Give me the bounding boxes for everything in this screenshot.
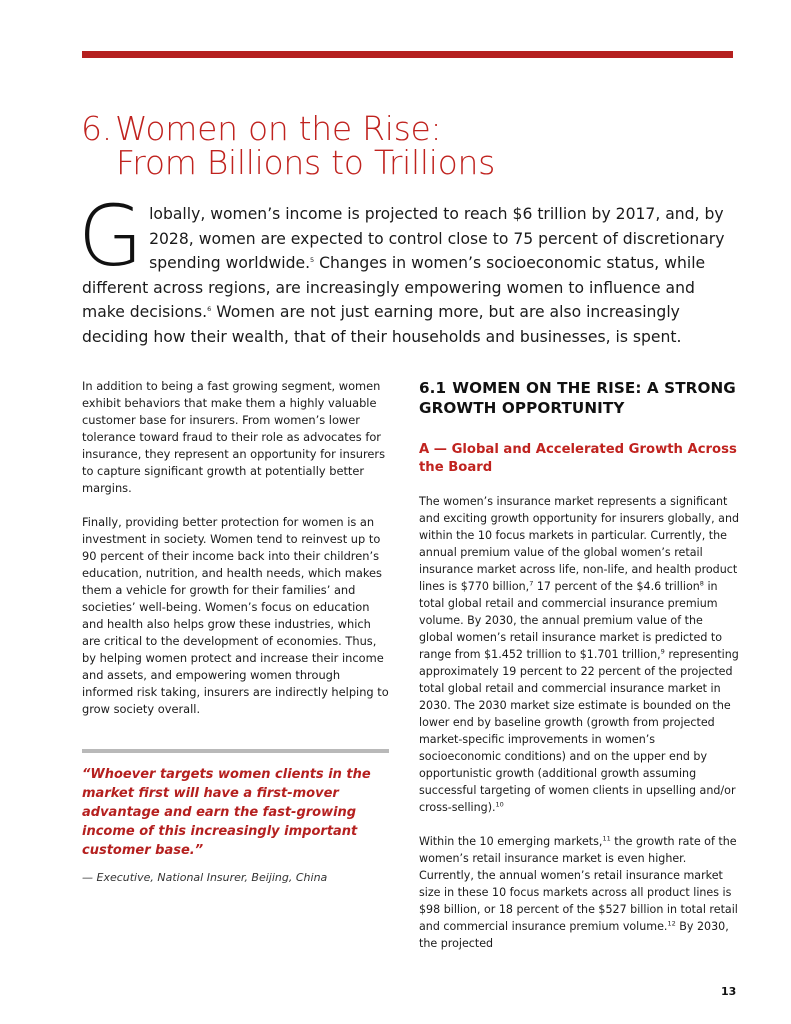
footnote-ref: 12 [667, 919, 676, 928]
footnote-ref: 11 [602, 834, 611, 843]
intro-text: lobally, women’s income is projected to reach $6 trillion by 2017, and, by 2028, women are expected to control close to 75 percent of discretionary spending worldwide. [149, 205, 725, 272]
drop-cap: G [78, 187, 144, 285]
section-title: WOMEN ON THE RISE: A STRONG GROWTH OPPORTUNITY [419, 379, 736, 417]
footnote-ref: 5 [310, 255, 315, 264]
left-paragraph: Finally, providing better protection for women is an investment in society. Women tend to reinvest up to 90 percent of their income back into their children’s education, nutrition, and health needs, which makes them a vehicle for growth for their families’ and societies’ well-being. Women’s focus on education and health also helps grow these industries, which are critical to the development of economies. Thus, by helping women protect and increase their income and assets, and empowering women through informed risk taking, insurers are indirectly helping to grow society overall. [82, 515, 389, 716]
chapter-title-line1: Women on the Rise: [115, 109, 442, 148]
chapter-title [81, 109, 731, 182]
body-text: By 2030, the projected [419, 920, 729, 950]
footnote-ref: 6 [207, 304, 212, 313]
body-text: Within the 10 emerging markets, [419, 835, 603, 848]
page-number: 13 [721, 985, 737, 998]
chapter-title-line2: From Billions to Trillions [116, 143, 495, 182]
body-text: in total global retail and commercial insurance premium volume. By 2030, the annual premium value of the global women’s retail insurance market is predicted to range from $1.452 trillion to $1.701 trillion, [419, 580, 723, 661]
body-text: 17 percent of the $4.6 trillion [533, 580, 700, 593]
body-text: the growth rate of the women’s retail insurance market is even higher. Currently, the annual women’s retail insurance market size in these 10 focus markets across all product lines is $98 billion, or 18 percent of the $527 billion in total retail and commercial insurance premium volume. [419, 835, 738, 933]
quote-divider [82, 749, 389, 753]
intro-text: Changes in women’s socioeconomic status, while different across regions, are increasingly empowering women to influence and make decisions. [82, 254, 706, 321]
pull-quote [82, 765, 392, 884]
quote-attribution: — Executive, National Insurer, Beijing, China [82, 871, 328, 884]
section-heading [419, 378, 739, 418]
body-paragraph [419, 833, 739, 952]
body-paragraph [419, 493, 739, 816]
footnote-ref: 7 [529, 579, 534, 588]
footnote-ref: 10 [495, 800, 504, 809]
left-paragraph: In addition to being a fast growing segment, women exhibit behaviors that make them a highly valuable customer base for insurers. From women’s lower tolerance toward fraud to their role as advocates for insurance, they represent an opportunity for insurers to capture significant growth at potentially better margins. [82, 379, 386, 495]
quote-text: “Whoever targets women clients in the market first will have a first-mover advantage and earn the fast-growing income of this increasingly important customer base.” [82, 767, 371, 858]
intro-text: Women are not just earning more, but are also increasingly deciding how their wealth, that of their households and businesses, is spent. [82, 303, 682, 346]
top-accent-rule [82, 51, 733, 58]
right-column [419, 378, 739, 969]
body-text: The women’s insurance market represents a significant and exciting growth opportunity for insurers globally, and within the 10 focus markets in particular. Currently, the annual premium value of the global women’s retail insurance market across life, non-life, and health product lines is $770 billion, [419, 495, 740, 593]
intro-paragraph [78, 187, 734, 349]
section-number: 6.1 [419, 379, 447, 397]
footnote-ref: 8 [699, 579, 704, 588]
chapter-number: 6. [81, 109, 112, 148]
footnote-ref: 9 [660, 647, 665, 656]
left-column [82, 378, 392, 735]
body-text: representing approximately 19 percent to 22 percent of the projected total global retail and commercial insurance market in 2030. The 2030 market size estimate is bounded on the lower end by baseline growth (growth from projected market-specific improvements in women’s socioeconomic conditions) and on the upper end by opportunistic growth (additional growth assuming successful targeting of women clients in upselling and/or cross-selling). [419, 648, 739, 814]
subsection-heading: A — Global and Accelerated Growth Across the Board [419, 442, 737, 475]
